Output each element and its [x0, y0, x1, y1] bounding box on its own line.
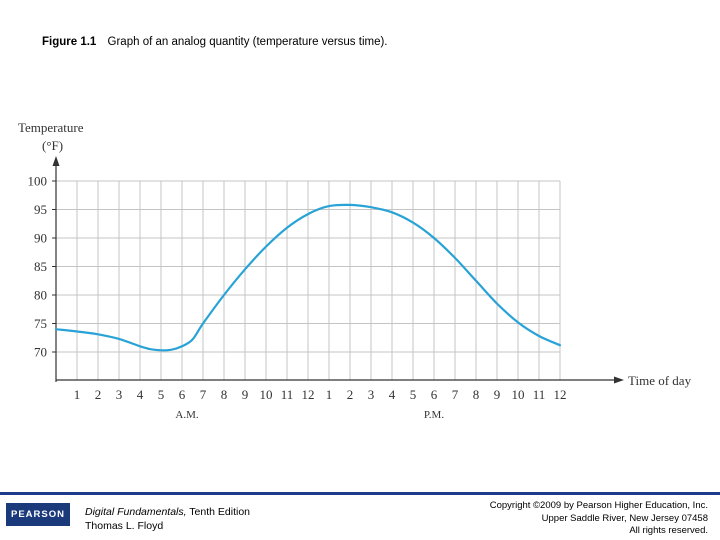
y-ticks: [28, 174, 57, 360]
x-tick-label: 8: [220, 387, 228, 402]
copyright-notice: [490, 500, 708, 538]
logo-text: PEARSON: [11, 509, 65, 520]
figure-caption-text: Graph of an analog quantity (temperature versus time).: [107, 36, 388, 48]
x-tick-label: 5: [157, 387, 165, 402]
x-tick-label: 1: [73, 387, 81, 402]
grid: [56, 181, 560, 380]
x-tick-label: 3: [367, 387, 375, 402]
period-label-am: A.M.: [175, 409, 199, 421]
x-tick-label: 3: [115, 387, 123, 402]
y-axis-arrow: [53, 156, 60, 166]
x-axis-label: Time of day: [628, 373, 692, 388]
temperature-chart: [0, 110, 720, 430]
book-edition: Tenth Edition: [186, 506, 250, 518]
x-tick-label: 10: [259, 387, 273, 402]
x-ticks: [74, 387, 567, 402]
book-credit: [85, 505, 250, 533]
period-label-pm: P.M.: [423, 409, 445, 421]
y-axis-label-line2: (°F): [42, 138, 64, 153]
y-tick-label: 85: [34, 259, 47, 274]
y-tick-label: 95: [34, 202, 47, 217]
x-tick-label: 2: [94, 387, 102, 402]
figure-caption: [42, 36, 388, 48]
y-axis-label-line1: Temperature: [18, 120, 84, 135]
book-author: Thomas L. Floyd: [85, 520, 164, 532]
x-tick-label: 7: [199, 387, 207, 402]
x-tick-label: 11: [532, 387, 546, 402]
x-tick-label: 4: [136, 387, 144, 402]
y-tick-label: 75: [34, 316, 47, 331]
x-tick-label: 6: [430, 387, 438, 402]
copyright-line-3: All rights reserved.: [629, 525, 708, 536]
x-tick-label: 1: [325, 387, 333, 402]
y-tick-label: 70: [34, 344, 47, 360]
x-tick-label: 9: [493, 387, 501, 402]
x-tick-label: 11: [280, 387, 294, 402]
copyright-line-1: Copyright ©2009 by Pearson Higher Education, Inc.: [489, 500, 708, 511]
x-tick-label: 10: [511, 387, 525, 402]
y-tick-label: 90: [34, 230, 47, 246]
book-title: Digital Fundamentals,: [85, 506, 187, 518]
x-tick-label: 12: [553, 387, 567, 402]
figure-number: Figure 1.1: [42, 36, 97, 48]
x-tick-label: 7: [451, 387, 459, 402]
y-tick-label: 100: [27, 173, 47, 189]
x-tick-label: 12: [301, 387, 315, 402]
axes: [53, 156, 625, 384]
x-tick-label: 2: [346, 387, 354, 402]
x-tick-label: 4: [388, 387, 396, 402]
pearson-logo: [6, 503, 70, 526]
copyright-line-2: Upper Saddle River, New Jersey 07458: [541, 512, 708, 524]
x-tick-label: 9: [241, 387, 249, 402]
y-tick-label: 80: [34, 287, 47, 303]
x-tick-label: 8: [472, 387, 480, 402]
x-tick-label: 6: [178, 387, 186, 402]
footer-divider: [0, 492, 720, 495]
x-axis-arrow: [614, 377, 624, 384]
x-tick-label: 5: [409, 387, 417, 402]
